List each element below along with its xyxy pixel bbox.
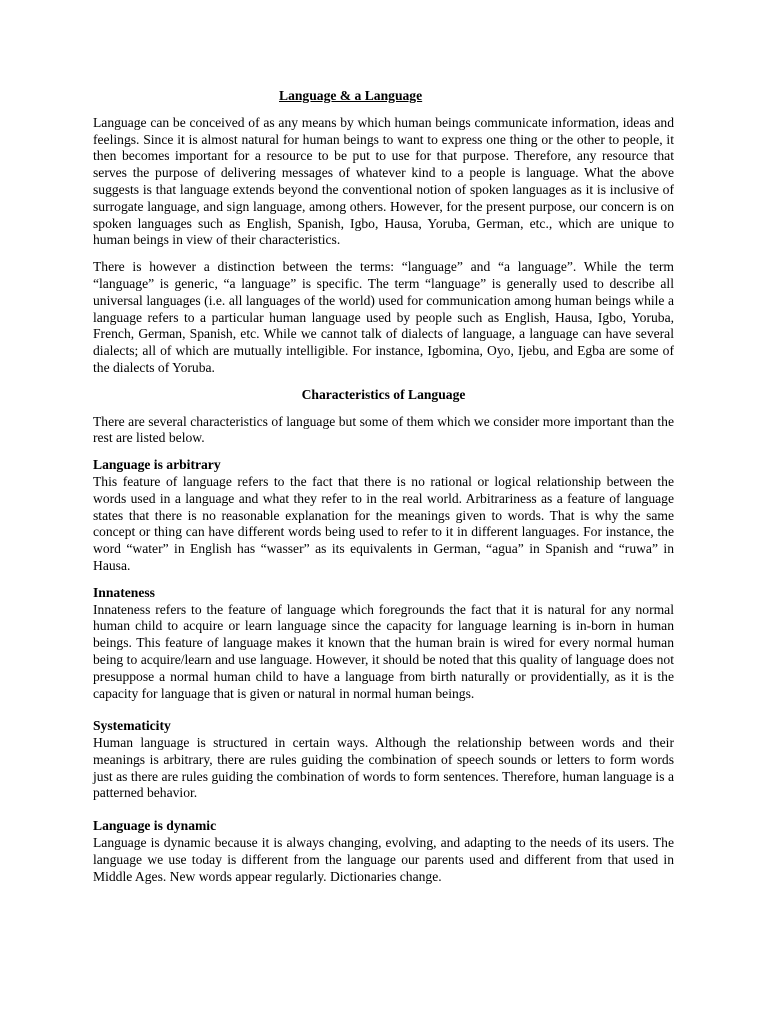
- section-body: This feature of language refers to the fact that there is no rational or logical relationship between the words used in a language and what they refer to in the real world. Arbitrariness as a feature of language states that there is no reasonable explanation for the meanings given to words. That is why the same concept or thing can have different words being used to refer to it in different languages. For instance, the word “water” in English has “wasser” as its equivalents in German, “agua” in Spanish and “ruwa” in Hausa.: [93, 473, 674, 573]
- paragraph-language-distinction: There is however a distinction between the terms: “language” and “a language”. While the term “language” is generic, “a language” is specific. The term “language” is generally used to describe all universal languages (i.e. all languages of the world) used for communication among human beings while a language refers to a particular human language used by people such as English, Hausa, Igbo, Yoruba, French, German, Spanish, etc. While we cannot talk of dialects of language, a language can have several dialects; all of which are mutually intelligible. For instance, Igbomina, Oyo, Ijebu, and Egba are some of the dialects of Yoruba.: [93, 259, 674, 375]
- paragraph-language-definition: Language can be conceived of as any means by which human beings communicate information, ideas and feelings. Since it is almost natural for human beings to want to express one thing or the other to people, it then becomes important for a resource to be put to use for that purpose. Therefore, any resource that serves the purpose of delivering messages of whatever kind to a people is language. What the above suggests is that language extends beyond the conventional notion of spoken languages as it is inclusive of surrogate language, and sign language, among others. However, for the present purpose, our concern is on spoken languages such as English, Spanish, Igbo, Hausa, Yoruba, German, etc., which are unique to human beings in view of their characteristics.: [93, 114, 674, 248]
- document-title: Language & a Language: [279, 88, 423, 103]
- characteristics-heading: Characteristics of Language: [301, 386, 466, 402]
- document-page: [93, 88, 674, 895]
- section-dynamic: [93, 818, 674, 885]
- section-arbitrary: [93, 457, 674, 575]
- section-body: Language is dynamic because it is always changing, evolving, and adapting to the needs of its users. The language we use today is different from the language our parents used and different from that used in Middle Ages. New words appear regularly. Dictionaries change.: [93, 835, 674, 884]
- characteristics-intro: There are several characteristics of language but some of them which we consider more important than the rest are listed below.: [93, 413, 674, 446]
- section-body: Innateness refers to the feature of language which foregrounds the fact that it is natural for any normal human child to acquire or learn language since the capacity for language learning is in-born in human beings. This feature of language makes it known that the human brain is wired for every normal human being to acquire/learn and use language. However, it should be noted that this quality of language does not presuppose a normal human child to have a language from birth naturally or providentially, as it is the capacity for language that is given or natural in normal human beings.: [93, 601, 674, 701]
- section-heading: Systematicity: [93, 718, 171, 734]
- section-heading: Language is dynamic: [93, 818, 217, 834]
- section-systematicity: [93, 718, 674, 802]
- section-heading: Language is arbitrary: [93, 457, 221, 473]
- section-heading: Innateness: [93, 584, 155, 600]
- section-innateness: [93, 585, 674, 703]
- section-body: Human language is structured in certain ways. Although the relationship between words and their meanings is arbitrary, there are rules guiding the combination of speech sounds or letters to form words just as there are rules guiding the combination of words to form sentences. Therefore, human language is a patterned behavior.: [93, 735, 674, 801]
